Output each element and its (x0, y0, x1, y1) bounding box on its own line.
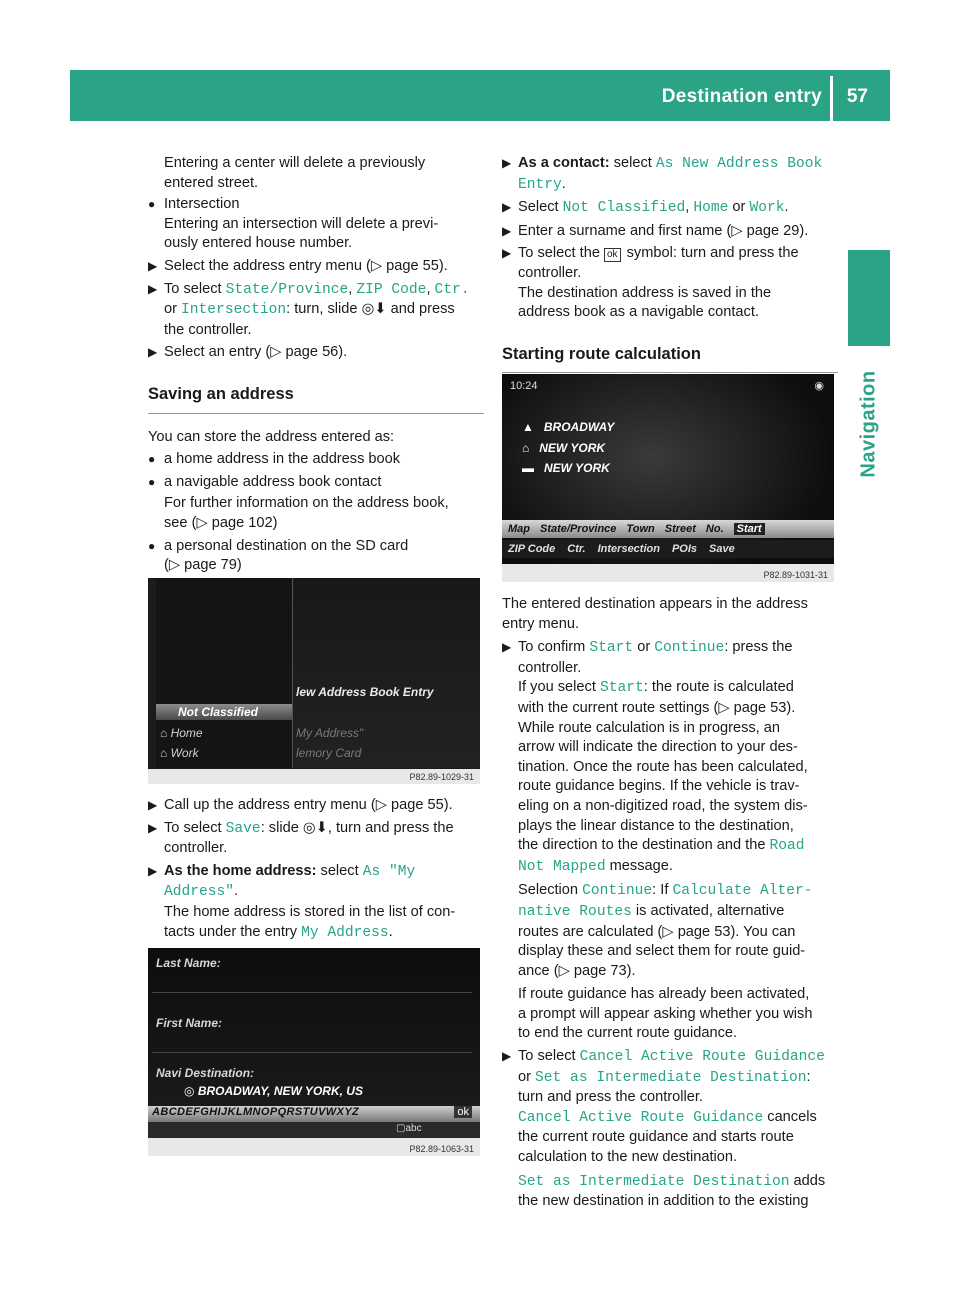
step-text: To select (164, 819, 226, 836)
step-text: display these and select them for route guid- (518, 943, 806, 960)
step-text: Select the address entry menu ( (164, 257, 371, 274)
ui-term: Cancel Active Route Guidance (579, 1049, 825, 1066)
page-ref[interactable]: page 53). You can (677, 923, 796, 940)
step-arrow-icon: ▶ (148, 820, 158, 835)
step-text: adds (789, 1172, 826, 1189)
step-text: the current route guidance and starts route (518, 1129, 794, 1146)
step-bold: As a contact: (518, 155, 610, 171)
step-text: . (234, 883, 239, 900)
step-text: Select (518, 199, 563, 216)
page-ref[interactable]: page 55). (391, 797, 453, 813)
step-text: select (609, 155, 656, 171)
figure-caption: P82.89-1031-31 (763, 570, 828, 580)
step-arrow-icon: ▶ (502, 156, 512, 170)
ui-term: Home (693, 200, 729, 217)
signal-icon: ◉ (814, 380, 824, 392)
ui-term: Set as Intermediate Destination (535, 1069, 807, 1086)
heading-saving-address: Saving an address (148, 385, 484, 414)
step-item (502, 244, 838, 322)
spacer (518, 981, 838, 985)
ui-term: As "My (362, 863, 416, 880)
step-text: cancels (763, 1108, 817, 1125)
ui-term: Entry (518, 176, 562, 193)
right-column-lower (502, 595, 838, 1212)
step-text: a prompt will appear asking whether you wish (518, 1005, 813, 1022)
page-ref[interactable]: page 55). (386, 257, 448, 274)
text-line (148, 514, 484, 534)
step-arrow-icon: ▶ (148, 281, 158, 296)
ui-term: Cancel Active Route Guidance (518, 1109, 764, 1126)
bullet-item (148, 195, 484, 215)
step-arrow-icon: ▶ (502, 1049, 512, 1064)
page-ref-icon: ▷ (370, 257, 387, 274)
step-item (148, 819, 484, 859)
heading-starting-route: Starting route calculation (502, 345, 838, 374)
destination-line-1: ▲ BROADWAY (522, 420, 615, 434)
text-line: entry menu. (502, 615, 580, 632)
step-text: To confirm (518, 639, 590, 656)
side-tab-block (848, 250, 890, 346)
step-arrow-icon: ▶ (148, 798, 158, 812)
step-text: or (728, 199, 750, 216)
ui-term: Continue (654, 640, 725, 657)
step-text: : turn, slide (286, 301, 362, 318)
bullet-item (148, 537, 484, 557)
ui-term: Calculate Alter‐ (672, 883, 813, 900)
text-line: entered street. (164, 174, 259, 191)
step-text: : slide (260, 819, 303, 836)
navi-destination-value: ◎ BROADWAY, NEW YORK, US (184, 1084, 363, 1098)
field-label-first-name: First Name: (156, 1016, 223, 1030)
text-line (148, 556, 484, 576)
step-text: message. (605, 857, 673, 874)
step-text: the controller. (164, 321, 252, 338)
header-divider (830, 76, 833, 121)
ui-term: Start (589, 640, 634, 657)
page-ref-icon: ▷ (731, 222, 747, 239)
screenshot-contact-entry (148, 948, 480, 1156)
step-text: . (561, 175, 566, 192)
screenshot-route-start (502, 374, 834, 582)
ui-term: Not Classified (562, 200, 686, 217)
menu-item-new-entry[interactable]: lew Address Book Entry (296, 685, 434, 699)
ui-term: native Routes (518, 903, 632, 920)
step-text: controller. (518, 264, 582, 281)
ui-term: Intersection (181, 302, 287, 319)
ui-term: ZIP Code (356, 281, 427, 298)
step-text: or (164, 301, 182, 318)
bullet-icon: ● (148, 538, 156, 553)
step-item (148, 280, 484, 341)
step-text: or (518, 1068, 536, 1085)
menu-item-memory-card[interactable]: lemory Card (296, 746, 362, 760)
figure-caption: P82.89-1063-31 (409, 1144, 474, 1154)
bullet-icon: ● (148, 474, 156, 489)
menu-option[interactable]: State/Province (540, 523, 617, 535)
step-item (502, 638, 838, 1044)
step-text: is activated, alternative (631, 902, 785, 919)
step-text: The home address is stored in the list of con- (164, 903, 456, 920)
text-line: Entering an intersection will delete a previ- (164, 215, 439, 232)
step-text: route guidance begins. If the vehicle is trav- (518, 778, 800, 795)
ui-term: As New Address Book (655, 156, 823, 172)
step-text: The destination address is saved in the (518, 284, 772, 301)
step-item (148, 796, 484, 816)
left-column-lower (148, 796, 484, 943)
step-arrow-icon: ▶ (502, 200, 512, 215)
menu-option[interactable]: Intersection (597, 543, 660, 555)
step-text: routes are calculated ( (518, 923, 663, 940)
step-text: address book as a navigable contact. (518, 304, 759, 321)
step-text: , (426, 280, 435, 297)
page-header (70, 70, 890, 121)
menu-item-my-address[interactable]: My Address" (296, 726, 364, 740)
ui-term: Work (749, 200, 785, 217)
bullet-text: a navigable address book contact (164, 473, 382, 490)
left-column (148, 154, 484, 576)
step-text: Selection (518, 882, 583, 899)
ok-symbol-icon: ok (604, 248, 621, 262)
spacer (518, 877, 838, 881)
step-text: To select (518, 1048, 580, 1065)
bullet-text: a home address in the address book (164, 451, 401, 468)
step-text: , (348, 280, 357, 297)
figure-caption: P82.89-1029-31 (409, 772, 474, 782)
ui-term: My Address (301, 924, 389, 941)
menu-item-work[interactable]: ⌂ Work (160, 746, 199, 760)
step-arrow-icon: ▶ (148, 863, 158, 878)
menu-option[interactable]: Map (508, 523, 530, 535)
text-part: ( (164, 557, 169, 574)
side-tab (848, 346, 890, 501)
step-text: arrow will indicate the direction to your des- (518, 739, 798, 756)
step-text: , (685, 199, 694, 216)
abc-label: abc (405, 1123, 422, 1134)
step-text: : press the (724, 639, 793, 656)
page-ref[interactable]: page 102) (211, 514, 278, 531)
ui-term: Ctr. (434, 281, 470, 298)
ui-term: Not Mapped (518, 858, 606, 875)
ui-term: Start (599, 680, 644, 697)
bullet-icon: ● (148, 197, 156, 212)
step-text: ance ( (518, 962, 559, 979)
page-ref-icon: ▷ (168, 557, 185, 574)
step-text: If you select (518, 679, 600, 696)
step-arrow-icon: ▶ (502, 246, 512, 261)
ui-term: Address" (164, 884, 235, 901)
step-item (148, 862, 484, 943)
page-ref[interactable]: page 53). (733, 699, 796, 716)
keyboard-ok-key[interactable]: ok (454, 1106, 472, 1118)
text-line: For further information on the address book, (164, 495, 449, 512)
menu-row-bottom (502, 540, 834, 558)
step-text: the direction to the destination and the (518, 837, 770, 854)
ui-term: Road (769, 838, 805, 855)
bullet-item (148, 473, 484, 493)
page-ref-icon: ▷ (558, 962, 574, 979)
step-text: : If (652, 882, 673, 899)
keyboard-bottom-row (148, 1122, 480, 1138)
step-arrow-icon: ▶ (502, 640, 512, 655)
dest-text: BROADWAY (543, 420, 615, 434)
step-item (148, 257, 484, 277)
step-text: To select the (518, 245, 604, 262)
bullet-item (148, 450, 484, 470)
page-ref-icon: ▷ (718, 699, 734, 716)
step-text: Enter a surname and first name ( (518, 222, 732, 239)
page-ref-icon: ▷ (375, 797, 391, 813)
page-ref[interactable]: page 73). (573, 962, 636, 979)
text-line: You can store the address entered as: (148, 428, 395, 445)
menu-option[interactable]: Town (626, 523, 655, 535)
step-bold: As the home address: (164, 862, 317, 879)
bullet-text: a personal destination on the SD card (164, 537, 409, 554)
ui-term: State/Province (225, 281, 349, 298)
menu-row-top (502, 520, 834, 538)
screenshot-address-book (148, 578, 480, 784)
step-text: symbol: turn and press the (622, 245, 799, 262)
step-text: turn and press the controller. (518, 1089, 703, 1106)
step-text: eling on a non-digitized road, the system dis- (518, 797, 808, 814)
page-ref[interactable]: page 29). (746, 222, 809, 239)
right-column (502, 154, 838, 387)
step-text: the new destination in addition to the existing (518, 1193, 809, 1210)
menu-option[interactable]: Street (664, 523, 696, 535)
dest-text: NEW YORK (539, 441, 606, 455)
menu-option[interactable]: ZIP Code (508, 543, 556, 555)
last-name-field[interactable] (152, 974, 472, 993)
step-item (502, 1047, 838, 1212)
step-text: calculation to the new destination. (518, 1149, 738, 1166)
field-label-last-name: Last Name: (156, 956, 221, 970)
step-text: While route calculation is in progress, an (518, 719, 781, 736)
step-text: If route guidance has already been activated, (518, 986, 810, 1003)
page-ref-icon: ▷ (196, 514, 212, 531)
ui-term: Save (225, 820, 261, 837)
step-text: controller. (518, 659, 582, 676)
address-text: BROADWAY, NEW YORK, US (197, 1084, 363, 1098)
menu-option[interactable]: No. (705, 523, 724, 535)
step-text: . (784, 199, 789, 216)
step-item (502, 222, 838, 242)
dest-text: NEW YORK (544, 461, 610, 475)
page-ref[interactable]: page 79) (184, 557, 242, 574)
step-item (502, 154, 838, 195)
page-ref-icon: ▷ (270, 344, 286, 361)
section-title: Destination entry (661, 86, 822, 107)
step-text: tination. Once the route has been calculated, (518, 758, 808, 775)
step-text: tacts under the entry (164, 923, 302, 940)
menu-item-not-classified[interactable]: Not Classified (178, 705, 259, 719)
bullet-icon: ● (148, 452, 156, 467)
step-arrow-icon: ▶ (502, 223, 512, 238)
keyboard-abc-key[interactable]: ▢abc (396, 1123, 422, 1134)
step-text: Call up the address entry menu ( (164, 797, 376, 813)
step-text: and press (386, 301, 455, 318)
field-label-navi-destination: Navi Destination: (156, 1066, 255, 1080)
step-text: or (633, 639, 655, 656)
menu-label: Work (170, 746, 199, 760)
step-item (148, 343, 484, 363)
menu-option[interactable]: POIs (671, 543, 698, 555)
page-ref[interactable]: page 56). (285, 344, 348, 361)
ui-term: Continue (582, 883, 653, 900)
step-text: : the route is calculated (643, 679, 794, 696)
menu-option[interactable]: Ctr. (567, 543, 586, 555)
keyboard-letters[interactable]: ABCDEFGHIJKLMNOPQRSTUVWXYZ (152, 1106, 360, 1118)
clock-time: 10:24 (510, 380, 538, 392)
step-arrow-icon: ▶ (148, 258, 158, 273)
step-text: controller. (164, 840, 228, 857)
spacer (518, 1168, 838, 1172)
step-text: , turn and press the (327, 819, 454, 836)
step-text: Select an entry ( (164, 344, 271, 361)
step-text: . (388, 923, 393, 940)
menu-item-home[interactable]: ⌂ Home (160, 726, 203, 740)
destination-line-3: ▬ NEW YORK (522, 461, 610, 475)
step-text: : (806, 1068, 811, 1085)
text-part: see ( (164, 514, 197, 531)
step-text: with the current route settings ( (518, 699, 719, 716)
first-name-field[interactable] (152, 1034, 472, 1053)
destination-line-2: ⌂ NEW YORK (522, 441, 606, 455)
menu-option[interactable]: Save (709, 543, 735, 555)
side-tab-label: Navigation (857, 369, 880, 478)
step-item (502, 198, 838, 219)
step-text: to end the current route guidance. (518, 1025, 738, 1042)
controller-slide-icon: ◎⬇ (302, 819, 328, 836)
controller-slide-icon: ◎⬇ (361, 301, 387, 318)
page-number: 57 (846, 86, 868, 107)
bullet-text: Intersection (164, 196, 240, 213)
menu-label: Home (170, 726, 203, 740)
step-text: To select (164, 280, 226, 297)
ui-term: Set as Intermediate Destination (518, 1173, 790, 1190)
text-line: The entered destination appears in the address (502, 596, 808, 612)
step-arrow-icon: ▶ (148, 345, 158, 360)
step-text: select (316, 862, 363, 879)
page-ref-icon: ▷ (662, 923, 678, 940)
menu-option[interactable]: Start (734, 523, 765, 535)
text-line: Entering a center will delete a previously (164, 155, 426, 171)
step-text: plays the linear distance to the destination, (518, 817, 794, 834)
text-line: ously entered house number. (164, 235, 353, 252)
